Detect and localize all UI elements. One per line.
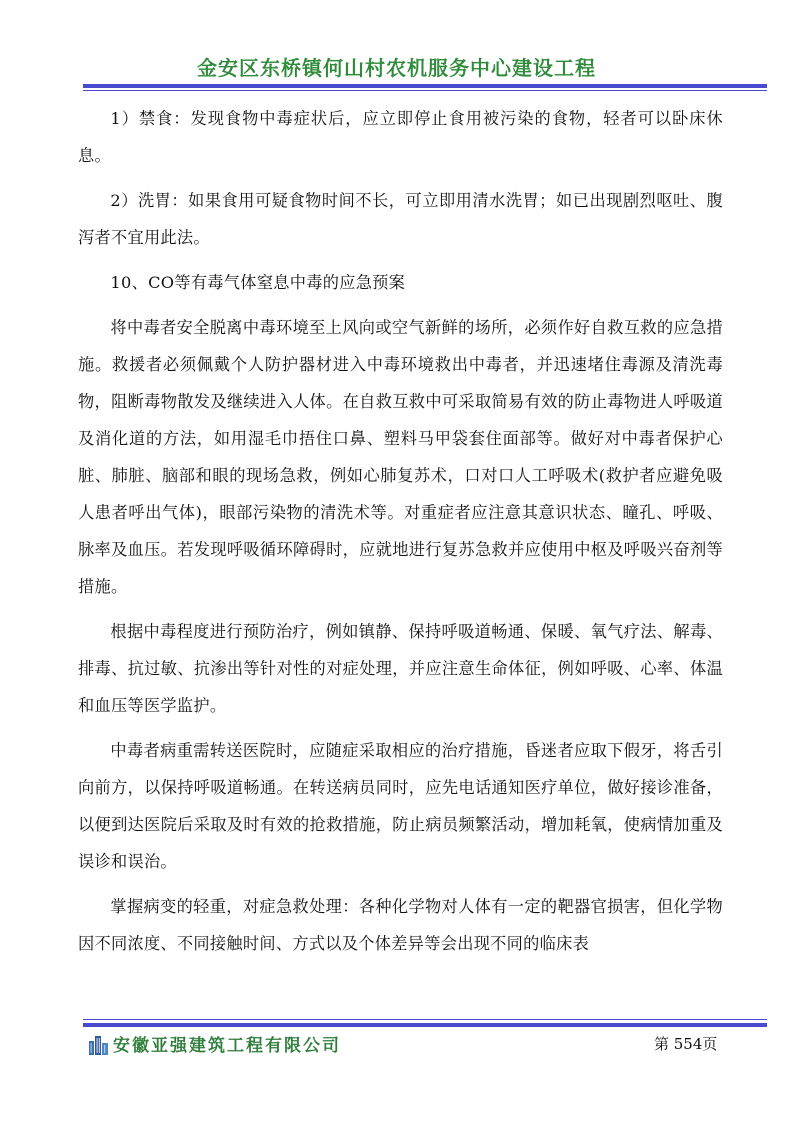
paragraph-evacuation: 将中毒者安全脱离中毒环境至上风向或空气新鲜的场所，必须作好自救互救的应急措施。救援者必须佩戴个人防护器材进入中毒环境救出中毒者，并迅速堵住毒源及清洗毒物，阻断毒物散发及继续进入人体。在自救互救中可采取简易有效的防止毒物进人呼吸道及消化道的方法，如用湿毛巾捂住口鼻、塑料马甲袋套住面部等。做好对中毒者保护心脏、肺脏、脑部和眼的现场急救，例如心肺复苏术，口对口人工呼吸术(救护者应避免吸人患者呼出气体)，眼部污染物的清洗术等。对重症者应注意其意识状态、瞳孔、呼吸、脉率及血压。若发现呼吸循环障碍时，应就地进行复苏急救并应使用中枢及呼吸兴奋剂等措施。	[78, 318, 723, 596]
header-rule-thick	[83, 84, 767, 88]
paragraph-hospital-transfer: 中毒者病重需转送医院时，应随症采取相应的治疗措施，昏迷者应取下假牙，将舌引向前方，以保持呼吸道畅通。在转送病员同时，应先电话通知医疗单位，做好接诊准备，以便到达医院后采取及时有效的抢救措施，防止病员频繁活动，增加耗氧，使病情加重及误诊和误治。	[78, 741, 723, 871]
paragraph-severity: 掌握病变的轻重，对症急救处理：各种化学物对人体有一定的靶器官损害，但化学物因不同浓度、不同接触时间、方式以及个体差异等会出现不同的临床表	[78, 897, 723, 953]
page-number: 第 554页	[654, 1035, 718, 1053]
building-logo-icon	[88, 1033, 110, 1055]
footer-rule-thin	[83, 1019, 767, 1020]
section-heading-co-poisoning: 10、CO等有毒气体窒息中毒的应急预案	[110, 273, 406, 292]
paragraph-fasting: 1）禁食：发现食物中毒症状后，应立即停止食用被污染的食物，轻者可以卧床休息。	[78, 109, 723, 165]
body-text	[78, 100, 723, 962]
footer-rule-thick	[83, 1023, 767, 1027]
header-title: 金安区东桥镇何山村农机服务中心建设工程	[197, 56, 596, 80]
footer-company-name: 安徽亚强建筑工程有限公司	[113, 1036, 341, 1056]
paragraph-gastric-lavage: 2）洗胃：如果食用可疑食物时间不长，可立即用清水洗胃；如已出现剧烈呕吐、腹泻者不宜用此法。	[78, 191, 723, 247]
header-rule-thin	[83, 90, 767, 91]
paragraph-treatment: 根据中毒程度进行预防治疗，例如镇静、保持呼吸道畅通、保暖、氧气疗法、解毒、排毒、抗过敏、抗渗出等针对性的对症处理，并应注意生命体征，例如呼吸、心率、体温和血压等医学监护。	[78, 622, 723, 715]
